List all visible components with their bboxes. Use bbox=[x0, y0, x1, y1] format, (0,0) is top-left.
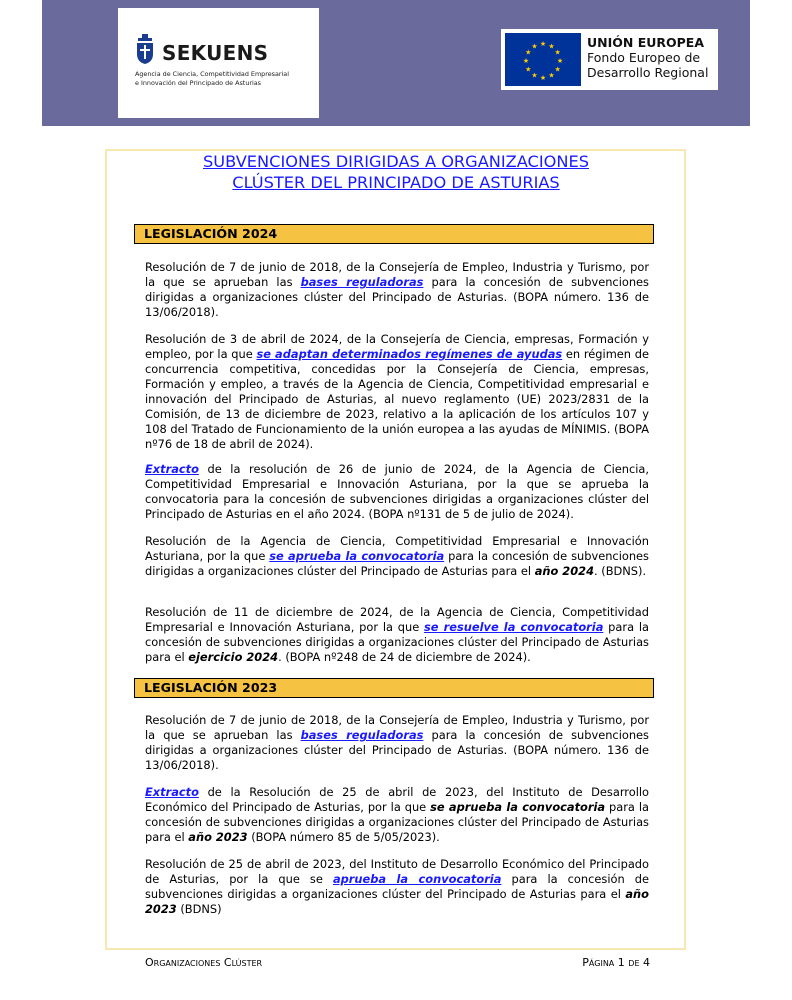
svg-text:★: ★ bbox=[525, 48, 532, 57]
link-bases-reguladoras[interactable]: bases reguladoras bbox=[300, 275, 424, 289]
document-title[interactable] bbox=[110, 151, 682, 193]
svg-text:★: ★ bbox=[522, 57, 530, 65]
eu-line1: Fondo Europeo de bbox=[587, 50, 701, 65]
sekuens-subtitle bbox=[135, 70, 315, 88]
footer-document-name: Organizaciones Clúster bbox=[145, 956, 263, 969]
svg-text:★: ★ bbox=[554, 65, 561, 74]
svg-text:★: ★ bbox=[531, 42, 538, 51]
eu-line2: Desarrollo Regional bbox=[587, 65, 709, 80]
eu-title: UNIÓN EUROPEA bbox=[587, 35, 705, 50]
link-adaptan-regimenes[interactable]: se adaptan determinados regímenes de ayudas bbox=[256, 347, 563, 361]
link-resuelve-convocatoria[interactable]: se resuelve la convocatoria bbox=[424, 620, 604, 634]
asturias-shield-icon bbox=[135, 34, 155, 64]
sekuens-subtitle-line2: e Innovación del Principado de Asturias bbox=[135, 79, 262, 87]
link-aprueba-convocatoria-2024[interactable]: se aprueba la convocatoria bbox=[269, 549, 445, 563]
paragraph-2024-bases: Resolución de 7 de junio de 2018, de la Consejería de Empleo, Industria y Turismo, por la que se aprueban las bases reguladoras para la concesión de subvenciones dirigidas a organizaciones clúster del Principado de Asturias. (BOPA número. 136 de 13/06/2018). bbox=[145, 260, 649, 319]
section-heading-2024: LEGISLACIÓN 2024 bbox=[134, 224, 654, 244]
paragraph-2024-extracto: Extracto de la resolución de 26 de junio de 2024, de la Agencia de Ciencia, Competitividad Empresarial e Innovación Asturiana, por la que se aprueba la convocatoria para la concesión de subvenciones dirigidas a organizaciones clúster del Principado de Asturias en el año 2024. (BOPA nº131 de 5 de julio de 2024). bbox=[145, 462, 649, 521]
eu-flag-icon bbox=[505, 33, 581, 86]
footer-page-number: Página 1 de 4 bbox=[582, 956, 650, 969]
sekuens-name: SEKUENS bbox=[162, 41, 269, 65]
svg-text:★: ★ bbox=[539, 74, 547, 82]
sekuens-logo bbox=[118, 8, 319, 118]
svg-text:★: ★ bbox=[525, 65, 532, 74]
paragraph-2024-resuelve: Resolución de 11 de diciembre de 2024, de la Agencia de Ciencia, Competitividad Empresarial e Innovación Asturiana, por la que se resuelve la convocatoria para la concesión de subvenciones dirigidas a organizaciones clúster del Principado de Asturias para el ejercicio 2024. (BOPA nº248 de 24 de diciembre de 2024). bbox=[145, 605, 649, 664]
link-extracto-2023[interactable]: Extracto bbox=[145, 785, 199, 799]
svg-text:★: ★ bbox=[531, 71, 538, 80]
paragraph-2024-convocatoria: Resolución de la Agencia de Ciencia, Competitividad Empresarial e Innovación Asturiana, por la que se aprueba la convocatoria para la concesión de subvenciones dirigidas a organizaciones clúster del Principado de Asturias para el año 2024. (BDNS). bbox=[145, 534, 649, 578]
svg-text:★: ★ bbox=[539, 40, 547, 48]
paragraph-2023-convocatoria: Resolución de 25 de abril de 2023, del Instituto de Desarrollo Económico del Principado de Asturias, por la que se aprueba la convocatoria para la concesión de subvenciones dirigidas a organizaciones clúster del Principado de Asturias para el año 2023 (BDNS) bbox=[145, 857, 650, 916]
svg-text:★: ★ bbox=[554, 48, 561, 57]
svg-text:★: ★ bbox=[548, 71, 555, 80]
eu-logo bbox=[501, 29, 718, 90]
svg-text:★: ★ bbox=[556, 57, 564, 65]
document-title-line1[interactable]: SUBVENCIONES DIRIGIDAS A ORGANIZACIONES bbox=[203, 152, 589, 171]
paragraph-2023-extracto: Extracto de la Resolución de 25 de abril de 2023, del Instituto de Desarrollo Económico del Principado de Asturias, por la que se aprueba la convocatoria para la concesión de subvenciones dirigidas a organizaciones clúster del Principado de Asturias para el año 2023 (BOPA número 85 de 5/05/2023). bbox=[145, 785, 649, 844]
paragraph-2023-bases: Resolución de 7 de junio de 2018, de la Consejería de Empleo, Industria y Turismo, por la que se aprueban las bases reguladoras para la concesión de subvenciones dirigidas a organizaciones clúster del Principado de Asturias. (BOPA número. 136 de 13/06/2018). bbox=[145, 713, 649, 772]
document-title-line2[interactable]: CLÚSTER DEL PRINCIPADO DE ASTURIAS bbox=[232, 173, 560, 192]
section-heading-2023: LEGISLACIÓN 2023 bbox=[134, 678, 654, 698]
link-aprueba-convocatoria-2023[interactable]: aprueba la convocatoria bbox=[332, 872, 502, 886]
svg-text:★: ★ bbox=[548, 42, 555, 51]
sekuens-subtitle-line1: Agencia de Ciencia, Competitividad Empresarial bbox=[135, 70, 289, 78]
eu-text bbox=[587, 35, 715, 80]
link-bases-reguladoras-2023[interactable]: bases reguladoras bbox=[300, 728, 424, 742]
paragraph-2024-adaptan: Resolución de 3 de abril de 2024, de la Consejería de Ciencia, empresas, Formación y empleo, por la que se adaptan determinados regímenes de ayudas en régimen de concurrencia competitiva, concedidas por la Consejería de Ciencia, empresas, Formación y empleo, a través de la Agencia de Ciencia, Competitividad empresarial e innovación del Principado de Asturias, al nuevo reglamento (UE) 2023/2831 de la Comisión, de 13 de diciembre de 2023, relativo a la aplicación de los artículos 107 y 108 del Tratado de Funcionamiento de la unión europea a las ayudas de MÍNIMIS. (BOPA nº76 de 18 de abril de 2024). bbox=[145, 332, 649, 451]
link-extracto-2024[interactable]: Extracto bbox=[145, 462, 199, 476]
